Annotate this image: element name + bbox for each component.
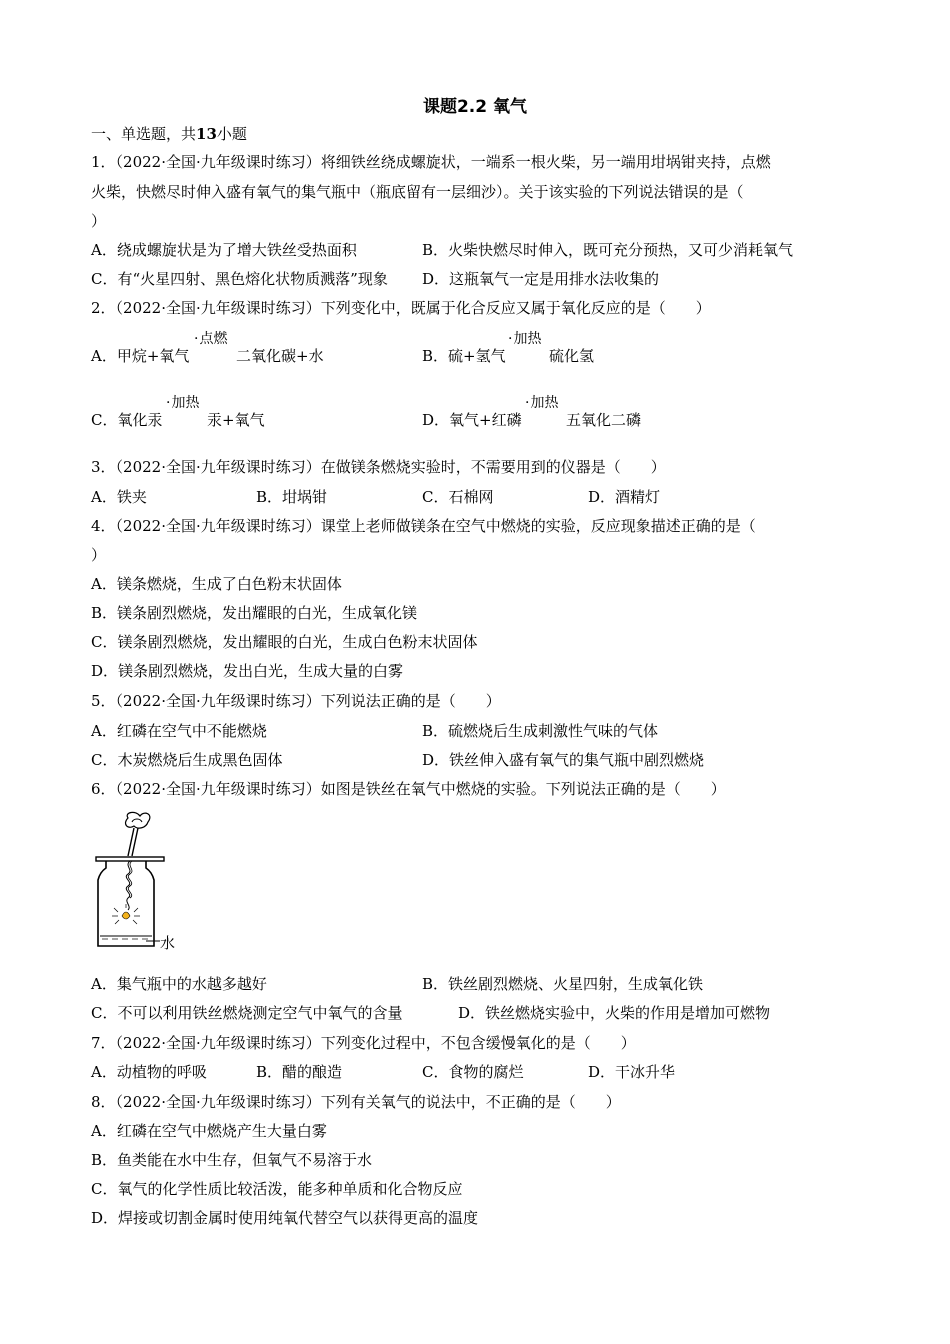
- q2-option-c-left: C．氧化汞: [91, 411, 163, 429]
- q2-option-a-left: A．甲烷+氧气: [91, 347, 190, 365]
- q1-option-a: A．绕成螺旋状是为了增大铁丝受热面积: [91, 241, 357, 259]
- q2-option-d-left: D．氧气+红磷: [422, 411, 522, 429]
- q5-option-d: D．铁丝伸入盛有氧气的集气瓶中剧烈燃烧: [422, 751, 705, 769]
- q4-option-b: B．镁条剧烈燃烧，发出耀眼的白光，生成氧化镁: [91, 604, 418, 622]
- q1-stem-line3: ）: [91, 212, 107, 230]
- q2-option-d-condition: · 加热: [525, 394, 558, 412]
- q8-option-b: B．鱼类能在水中生存，但氧气不易溶于水: [91, 1151, 373, 1169]
- q6-option-d: D．铁丝燃烧实验中，火柴的作用是增加可燃物: [458, 1004, 771, 1022]
- q2-option-c-right: 汞+氧气: [207, 411, 265, 429]
- q5-stem: 5．（2022·全国·九年级课时练习）下列说法正确的是（ ）: [91, 692, 501, 710]
- q8-option-d: D．焊接或切割金属时使用纯氧代替空气以获得更高的温度: [91, 1209, 479, 1227]
- q1-option-c: C．有“火星四射、黑色熔化状物质溅落”现象: [91, 270, 388, 288]
- q4-option-a: A．镁条燃烧，生成了白色粉末状固体: [91, 575, 342, 593]
- q7-option-c: C．食物的腐烂: [422, 1063, 524, 1081]
- q2-option-b-left: B．硫+氢气: [422, 347, 506, 365]
- q1-stem-line2: 火柴，快燃尽时伸入盛有氧气的集气瓶中（瓶底留有一层细沙）。关于该实验的下列说法错误的是（: [91, 183, 744, 201]
- page-title: 课题2.2 氧气: [422, 97, 528, 117]
- q3-option-c: C．石棉网: [422, 488, 494, 506]
- q2-option-c-condition: · 加热: [166, 394, 199, 412]
- q2-option-a-condition: · 点燃: [194, 330, 227, 348]
- q2-option-a-right: 二氧化碳+水: [236, 347, 324, 365]
- q5-option-c: C．木炭燃烧后生成黑色固体: [91, 751, 283, 769]
- q5-option-a: A．红磷在空气中不能燃烧: [91, 722, 267, 740]
- q5-option-b: B．硫燃烧后生成刺激性气味的气体: [422, 722, 659, 740]
- q3-option-b: B．坩埚钳: [256, 488, 328, 506]
- q6-option-a: A．集气瓶中的水越多越好: [91, 975, 267, 993]
- figure-label-water: 水: [160, 934, 176, 952]
- q7-option-d: D．干冰升华: [588, 1063, 676, 1081]
- section-heading: 一、单选题，共13小题: [91, 125, 247, 143]
- q4-stem-line1: 4．（2022·全国·九年级课时练习）课堂上老师做镁条在空气中燃烧的实验，反应现象描述正确的是（: [91, 517, 756, 535]
- q4-option-d: D．镁条剧烈燃烧，发出白光，生成大量的白雾: [91, 662, 404, 680]
- q1-option-d: D．这瓶氧气一定是用排水法收集的: [422, 270, 660, 288]
- q2-stem: 2．（2022·全国·九年级课时练习）下列变化中，既属于化合反应又属于氧化反应的是（ ）: [91, 299, 711, 317]
- q6-stem: 6．（2022·全国·九年级课时练习）如图是铁丝在氧气中燃烧的实验。下列说法正确的是（ ）: [91, 780, 726, 798]
- q3-stem: 3．（2022·全国·九年级课时练习）在做镁条燃烧实验时，不需要用到的仪器是（ ）: [91, 458, 666, 476]
- q6-option-b: B．铁丝剧烈燃烧、火星四射，生成氧化铁: [422, 975, 704, 993]
- q1-stem-line1: 1．（2022·全国·九年级课时练习）将细铁丝绕成螺旋状，一端系一根火柴，另一端用坩埚钳夹持，点燃: [91, 153, 771, 171]
- q8-option-a: A．红磷在空气中燃烧产生大量白雾: [91, 1122, 327, 1140]
- q2-option-d-right: 五氧化二磷: [566, 411, 642, 429]
- q2-option-b-condition: · 加热: [508, 330, 541, 348]
- iron-wire-combustion-figure: [88, 808, 188, 958]
- q7-stem: 7．（2022·全国·九年级课时练习）下列变化过程中，不包含缓慢氧化的是（ ）: [91, 1034, 636, 1052]
- q3-option-d: D．酒精灯: [588, 488, 661, 506]
- q6-option-c: C．不可以利用铁丝燃烧测定空气中氧气的含量: [91, 1004, 403, 1022]
- q1-option-b: B．火柴快燃尽时伸入，既可充分预热，又可少消耗氧气: [422, 241, 794, 259]
- q8-stem: 8．（2022·全国·九年级课时练习）下列有关氧气的说法中，不正确的是（ ）: [91, 1093, 621, 1111]
- q8-option-c: C．氧气的化学性质比较活泼，能多种单质和化合物反应: [91, 1180, 463, 1198]
- q4-option-c: C．镁条剧烈燃烧，发出耀眼的白光，生成白色粉末状固体: [91, 633, 478, 651]
- q3-option-a: A．铁夹: [91, 488, 147, 506]
- q7-option-b: B．醋的酿造: [256, 1063, 343, 1081]
- q2-option-b-right: 硫化氢: [549, 347, 595, 365]
- q4-stem-line2: ）: [91, 546, 107, 564]
- q7-option-a: A．动植物的呼吸: [91, 1063, 207, 1081]
